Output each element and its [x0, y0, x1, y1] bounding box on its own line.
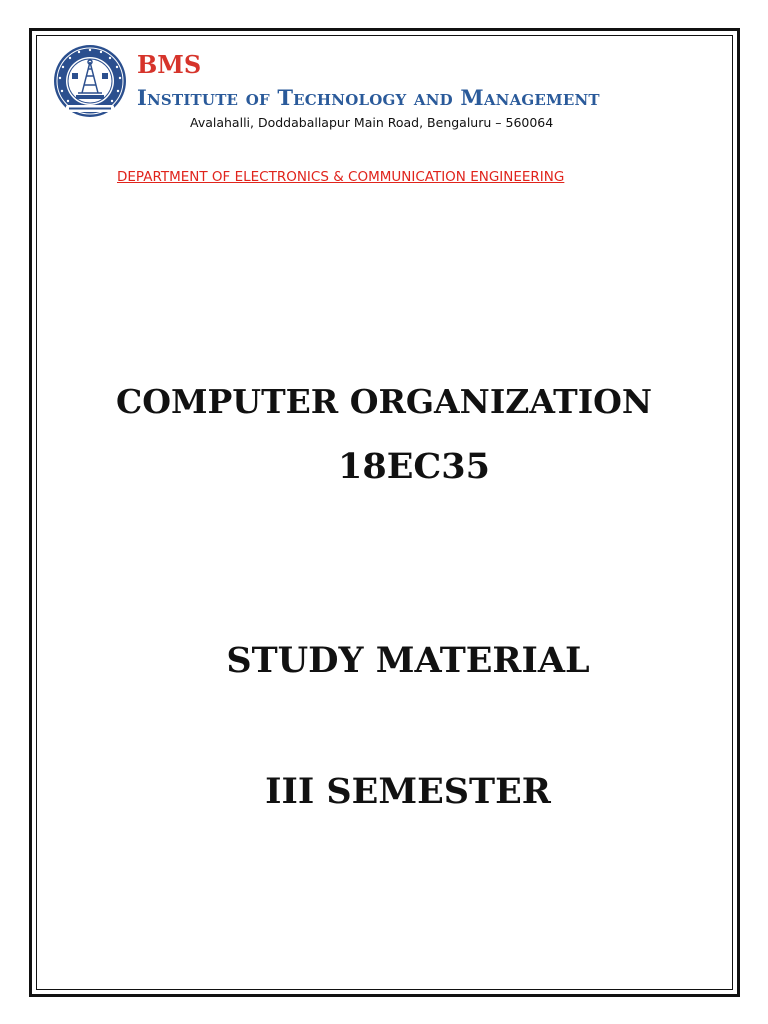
course-title: COMPUTER ORGANIZATION: [115, 382, 653, 421]
institute-address: Avalahalli, Doddaballapur Main Road, Bengaluru – 560064: [190, 115, 554, 130]
document-type: STUDY MATERIAL: [226, 640, 590, 681]
institute-name: Institute of Technology and Management: [137, 85, 600, 110]
institute-seal-icon: [52, 43, 128, 119]
institute-short-name: BMS: [137, 50, 202, 79]
department-name: DEPARTMENT OF ELECTRONICS & COMMUNICATION ENGINEERING: [117, 169, 565, 185]
course-code: 18EC35: [338, 446, 490, 487]
semester-label: III SEMESTER: [265, 771, 551, 812]
